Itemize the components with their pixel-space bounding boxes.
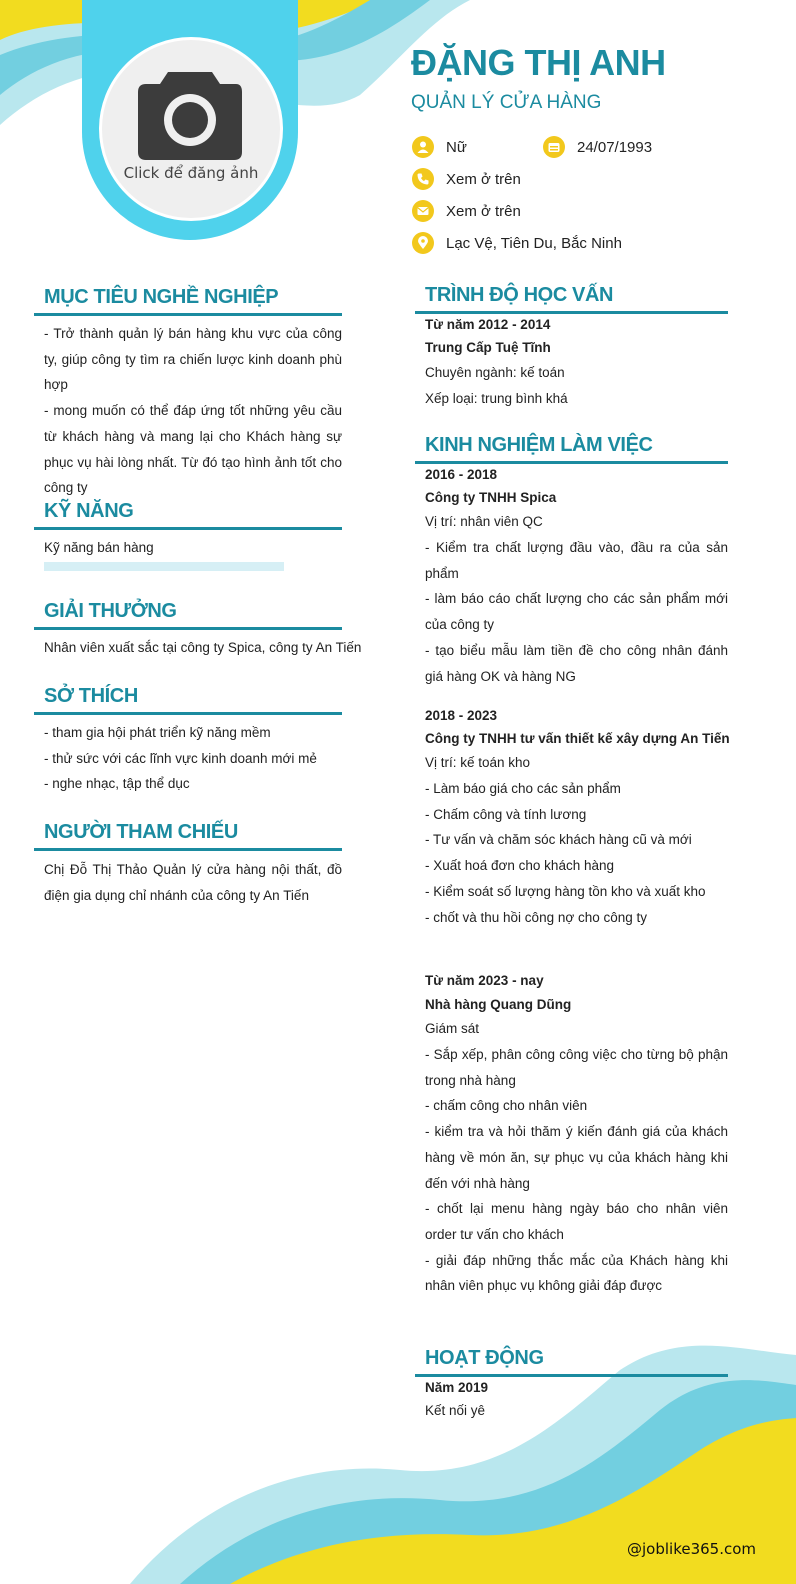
skill-item: Kỹ năng bán hàng (44, 540, 154, 555)
education-grade: Xếp loại: trung bình khá (425, 391, 568, 406)
job-task: - tạo biểu mẫu làm tiền đề cho công nhân đánh giá hàng OK và hàng NG (425, 642, 728, 684)
job-company: Nhà hàng Quang Dũng (425, 997, 572, 1012)
job-task: - chấm công cho nhân viên (425, 1098, 588, 1114)
phone-value: Xem ở trên (446, 170, 521, 188)
job-period: 2016 - 2018 (425, 467, 498, 482)
skill-level-bar (44, 562, 284, 571)
job-task: - Tư vấn và chăm sóc khách hàng cũ và mới (425, 832, 692, 848)
awards-title: GIẢI THƯỞNG (44, 600, 177, 622)
person-icon (412, 136, 434, 158)
hobbies-title: SỞ THÍCH (44, 685, 138, 707)
gender-value: Nữ (446, 138, 467, 156)
hobbies-list (44, 720, 317, 797)
job-task: - Làm báo giá cho các sản phẩm (425, 781, 621, 796)
job-role: Giám sát (425, 1021, 480, 1036)
hobby-item: - tham gia hội phát triển kỹ năng mềm (44, 725, 271, 740)
objective-p1: - Trở thành quản lý bán hàng khu vực của công ty, giúp công ty tìm ra chiến lược kinh doanh phù hợp (44, 326, 342, 393)
photo-caption[interactable]: Click để đăng ảnh (123, 164, 259, 182)
job-task: - Kiểm soát số lượng hàng tồn kho và xuất kho (425, 883, 706, 899)
activities-title: HOẠT ĐỘNG (425, 1347, 544, 1369)
education-major: Chuyên ngành: kế toán (425, 365, 565, 380)
objective-text (44, 321, 342, 501)
job-task: - chốt và thu hồi công nợ cho công ty (425, 909, 647, 925)
job-task: - Sắp xếp, phân công công việc cho từng bộ phận trong nhà hàng (425, 1047, 728, 1088)
footer-site-link[interactable]: @joblike365.com (627, 1540, 757, 1558)
awards-rule (34, 627, 342, 630)
activity-text: Kết nối yê (425, 1403, 486, 1418)
job-task: - Chấm công và tính lương (425, 806, 587, 822)
job-task: - chốt lại menu hàng ngày báo cho nhân viên order tư vấn cho khách (425, 1201, 728, 1242)
location-icon (412, 232, 434, 254)
job-company: Công ty TNHH tư vấn thiết kế xây dựng An Tiến (425, 731, 730, 746)
activity-year: Năm 2019 (425, 1380, 489, 1395)
job-company: Công ty TNHH Spica (425, 490, 557, 505)
objective-title: MỤC TIÊU NGHỀ NGHIỆP (44, 286, 279, 308)
reference-title: NGƯỜI THAM CHIẾU (44, 821, 238, 843)
address-row (412, 232, 622, 254)
email-row (412, 200, 521, 222)
job-task: - giải đáp những thắc mắc của Khách hàng khi nhân viên phục vụ không giải đáp được (425, 1252, 728, 1294)
hobbies-rule (34, 712, 342, 715)
email-value: Xem ở trên (446, 202, 521, 220)
job-title: QUẢN LÝ CỬA HÀNG (411, 92, 602, 113)
camera-icon[interactable] (136, 66, 244, 162)
job-task: - kiểm tra và hỏi thăm ý kiến đánh giá của khách hàng về món ăn, sự phục vụ của khách hàng khi đến với nhà hàng (425, 1124, 728, 1191)
phone-row (412, 168, 521, 190)
job-task: - Kiểm tra chất lượng đầu vào, đầu ra của sản phẩm (425, 540, 728, 581)
job-task: - làm báo cáo chất lượng cho các sản phẩm mới của công ty (425, 591, 728, 633)
reference-text: Chị Đỗ Thị Thảo Quản lý cửa hàng nội thất, đồ điện gia dụng chỉ nhánh của công ty An Tiến (44, 862, 342, 903)
education-title: TRÌNH ĐỘ HỌC VẤN (425, 284, 614, 306)
dob-value: 24/07/1993 (577, 138, 653, 156)
objective-p2: - mong muốn có thể đáp ứng tốt những yêu cầu từ khách hàng và mang lại cho Khách hàng sự phục vụ hài lòng nhất. Từ đó tạo hình ảnh tốt cho công ty (44, 403, 342, 496)
objective-rule (34, 313, 342, 316)
phone-icon (412, 168, 434, 190)
address-value: Lạc Vệ, Tiên Du, Bắc Ninh (446, 234, 622, 252)
education-school: Trung Cấp Tuệ Tĩnh (425, 340, 551, 355)
job-period: Từ năm 2023 - nay (425, 973, 544, 988)
dob-row (543, 136, 652, 158)
gender-row (412, 136, 467, 158)
hobby-item: - nghe nhạc, tập thể dục (44, 776, 190, 792)
hobby-item: - thử sức với các lĩnh vực kinh doanh mới mẻ (44, 750, 317, 766)
experience-title: KINH NGHIỆM LÀM VIỆC (425, 434, 653, 456)
job-task: - Xuất hoá đơn cho khách hàng (425, 858, 614, 874)
job-period: 2018 - 2023 (425, 708, 498, 723)
candidate-name: ĐẶNG THỊ ANH (411, 42, 666, 83)
job-tasks (425, 1042, 728, 1299)
skills-title: KỸ NĂNG (44, 500, 134, 522)
education-period: Từ năm 2012 - 2014 (425, 317, 551, 332)
award-item: Nhân viên xuất sắc tại công ty Spica, công ty An Tiến (44, 640, 362, 655)
job-tasks (425, 535, 728, 689)
job-role: Vị trí: kế toán kho (425, 755, 531, 770)
job-tasks (425, 776, 706, 930)
job-role: Vị trí: nhân viên QC (425, 514, 543, 529)
mail-icon (412, 200, 434, 222)
reference-rule (34, 848, 342, 851)
skills-rule (34, 527, 342, 530)
calendar-icon (543, 136, 565, 158)
